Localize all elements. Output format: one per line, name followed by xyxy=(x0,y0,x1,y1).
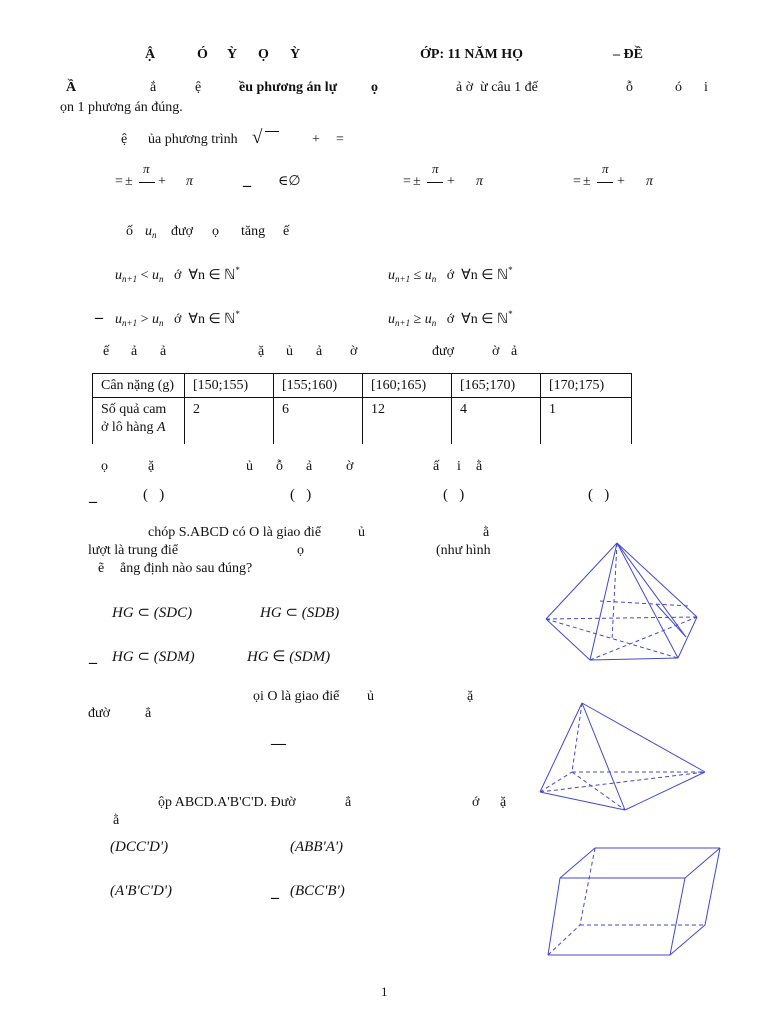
title-fragment: Ỳ xyxy=(290,47,301,62)
q7-option-a: (DCC'D') xyxy=(110,839,169,855)
table-cell: 4 xyxy=(452,398,541,445)
q2-option-d: $u_{n+1} \ge u_n$ ớ ∀n ∈ ℕ* xyxy=(388,309,513,328)
visible-edge xyxy=(656,604,686,637)
visible-edge xyxy=(582,703,705,772)
q2-stem: ọ xyxy=(212,224,219,239)
q7-text: ẳ xyxy=(345,795,352,810)
q4-word: ằ xyxy=(476,459,483,474)
q4-option-c: ( ) xyxy=(443,487,465,503)
visible-edge xyxy=(590,658,678,660)
hidden-edge xyxy=(612,543,617,640)
q5-option-c: HG ⊂ (SDM) xyxy=(112,649,195,665)
intro-fragment: ó xyxy=(675,80,682,95)
q3-word: ả xyxy=(316,344,323,359)
q1-equals: = xyxy=(336,132,344,147)
q4-word: ờ xyxy=(346,459,354,474)
q1-option-b-set: ∈∅ xyxy=(278,174,301,189)
q7-text: ằ xyxy=(113,813,120,828)
visible-edge xyxy=(617,543,678,658)
q1-option-d-pm: ± xyxy=(583,174,591,189)
q7-text: ớ xyxy=(472,795,480,810)
q3-word: đượ xyxy=(432,344,454,359)
table-cell: 1 xyxy=(541,398,632,445)
row-label-line-2: ở lô hàng xyxy=(101,420,158,435)
q2-option-a: $u_{n+1} < u_n$ ớ ∀n ∈ ℕ* xyxy=(115,265,240,284)
q4-word: ả xyxy=(306,459,313,474)
q1-stem: ệ xyxy=(121,132,128,147)
q1-option-a-plus: + xyxy=(158,174,166,189)
q4-word: ọ xyxy=(101,459,108,474)
table-cell: 2 xyxy=(185,398,274,445)
visible-edge xyxy=(617,543,686,637)
q6-text: ủ xyxy=(367,689,374,704)
table-header-cell: [160;165) xyxy=(363,374,452,398)
q2-stem: ế xyxy=(283,224,290,239)
answer-marker: — xyxy=(271,736,286,752)
q7-option-c: (A'B'C'D') xyxy=(110,883,172,899)
q1-option-a-numerator: π xyxy=(143,161,150,176)
visible-edge xyxy=(560,848,595,878)
q2-option-c: $u_{n+1} > u_n$ ớ ∀n ∈ ℕ* xyxy=(115,309,240,328)
q7-option-b: (ABB'A') xyxy=(290,839,344,855)
q1-option-d-plus: + xyxy=(617,174,625,189)
q3-word: ờ xyxy=(350,344,358,359)
table-header-cell: Cân nặng (g) xyxy=(93,374,185,398)
q4-word: ủ xyxy=(246,459,253,474)
q5-option-a: HG ⊂ (SDC) xyxy=(112,605,193,621)
answer-marker: _ xyxy=(271,884,279,901)
answer-marker: _ xyxy=(95,304,103,321)
q4-option-a: ( ) xyxy=(143,487,165,503)
part-heading: Ầ xyxy=(66,80,77,95)
pyramid-figure-1 xyxy=(546,543,697,660)
q7-text: ặ xyxy=(500,795,507,810)
title-exam-code: – ĐỀ xyxy=(613,47,643,62)
intro-fragment: ọ xyxy=(371,80,378,95)
q4-option-b: ( ) xyxy=(290,487,312,503)
table-header-cell: [165;170) xyxy=(452,374,541,398)
q1-stem: ủa phương trình xyxy=(148,132,238,147)
q1-option-a-eq: = xyxy=(115,174,123,189)
table-cell: 12 xyxy=(363,398,452,445)
q5-text: lượt là trung điể xyxy=(88,543,179,558)
q4-word: ặ xyxy=(148,459,155,474)
q2-option-b: $u_{n+1} \le u_n$ ớ ∀n ∈ ℕ* xyxy=(388,265,513,284)
q1-plus: + xyxy=(312,132,320,147)
q6-text: ọi O là giao điể xyxy=(253,689,340,704)
q1-option-c-pm: ± xyxy=(413,174,421,189)
q2-stem: đượ xyxy=(171,224,193,239)
q1-option-c-plus: + xyxy=(447,174,455,189)
hidden-edge xyxy=(590,617,697,660)
q3-word: ặ xyxy=(258,344,265,359)
q3-word: ả xyxy=(131,344,138,359)
answer-marker: _ xyxy=(243,172,251,189)
q5-text: ủ xyxy=(358,525,365,540)
q3-word: ủ xyxy=(286,344,293,359)
title-grade: ỚP: 11 NĂM HỌ xyxy=(420,47,524,62)
q2-u: u xyxy=(145,224,152,239)
visible-edge xyxy=(548,878,560,955)
sqrt-symbol: √ xyxy=(252,127,263,148)
q1-option-d-pi: π xyxy=(646,174,654,189)
intro-fragment: ệ xyxy=(195,80,202,95)
intro-fragment: ều phương án lự xyxy=(239,80,338,95)
visible-edge xyxy=(625,772,705,810)
visible-edge xyxy=(546,543,617,619)
q1-option-c-eq: = xyxy=(403,174,411,189)
q2-stem: ố xyxy=(126,224,133,239)
answer-marker: _ xyxy=(89,488,97,505)
hidden-edge xyxy=(546,617,697,619)
table-header-cell: [170;175) xyxy=(541,374,632,398)
q5-text: ẳng định nào sau đúng? xyxy=(120,561,253,576)
row-label-variable: A xyxy=(157,420,166,435)
q3-word: ả xyxy=(511,344,518,359)
title-fragment: Ỳ xyxy=(227,47,238,62)
q1-option-d-eq: = xyxy=(573,174,581,189)
q1-option-c-numerator: π xyxy=(432,161,439,176)
hidden-edge xyxy=(540,772,705,792)
intro-fragment: i xyxy=(704,80,708,95)
q5-text: (như hình xyxy=(436,543,491,558)
q1-option-c-pi: π xyxy=(476,174,484,189)
intro-fragment: ỗ xyxy=(626,80,633,95)
q4-word: ấ xyxy=(433,459,440,474)
title-fragment: Ọ xyxy=(258,47,269,62)
intro-fragment: ắ xyxy=(150,80,157,95)
q1-option-d-numerator: π xyxy=(602,161,609,176)
q5-text: chóp S.ABCD có O là giao điể xyxy=(148,525,322,540)
intro-line-2: ọn 1 phương án đúng. xyxy=(60,100,183,115)
q5-option-d: HG ∈ (SDM) xyxy=(247,649,331,665)
row-label-line-1: Số quả cam xyxy=(101,402,167,417)
q4-word: ỗ xyxy=(276,459,283,474)
q6-text: ẳ xyxy=(145,706,152,721)
parallelepiped-figure xyxy=(548,848,720,955)
title-fragment: Ậ xyxy=(145,47,156,62)
answer-marker: _ xyxy=(89,649,97,666)
page-number: 1 xyxy=(381,984,388,999)
q5-text: ằ xyxy=(483,525,490,540)
table-header-cell: [150;155) xyxy=(185,374,274,398)
q1-option-a-pm: ± xyxy=(125,174,133,189)
q2-stem: tăng xyxy=(241,224,266,239)
q3-word: ế xyxy=(103,344,110,359)
q6-text: ặ xyxy=(467,689,474,704)
q3-word: ả xyxy=(160,344,167,359)
q6-text: đườ xyxy=(88,706,110,721)
table-cell: 6 xyxy=(274,398,363,445)
pyramid-figure-2 xyxy=(540,703,705,810)
intro-fragment: ả ờ ừ câu 1 đế xyxy=(456,80,538,95)
q3-word: ờ xyxy=(492,344,500,359)
q7-option-d: (BCC'B') xyxy=(290,883,345,899)
title-fragment: Ó xyxy=(197,47,208,62)
q4-word: i xyxy=(457,459,461,474)
q5-text: ọ xyxy=(297,543,304,558)
q5-option-b: HG ⊂ (SDB) xyxy=(260,605,340,621)
hidden-edge xyxy=(546,619,678,658)
table-header-cell: [155;160) xyxy=(274,374,363,398)
visible-edge xyxy=(582,703,625,810)
hidden-edge xyxy=(548,925,580,955)
q2-u-sub: n xyxy=(152,230,157,240)
q7-text: ộp ABCD.A'B'C'D. Đườ xyxy=(158,795,296,810)
q1-option-a-pi: π xyxy=(186,174,194,189)
q4-option-d: ( ) xyxy=(588,487,610,503)
q5-text: ẽ xyxy=(98,561,105,576)
